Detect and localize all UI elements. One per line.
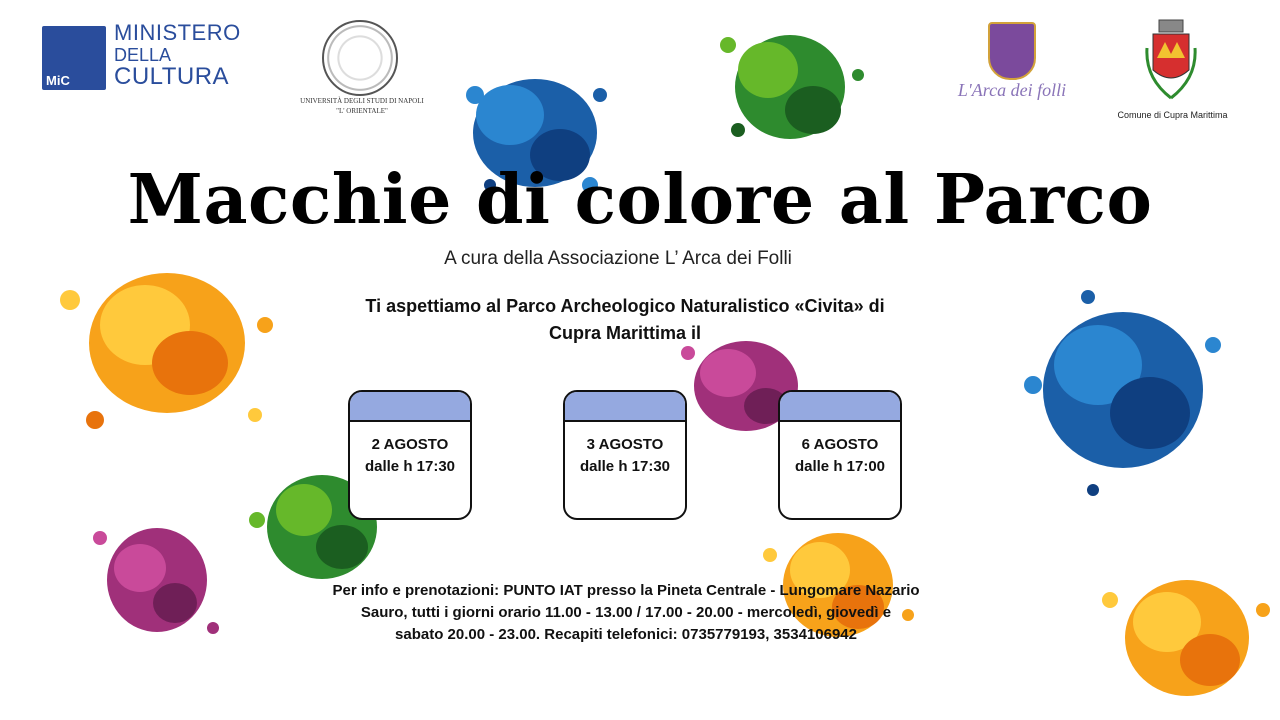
date-hour: dalle h 17:30 <box>579 458 671 475</box>
info-line1: Per info e prenotazioni: PUNTO IAT presso la Pineta Centrale - Lungomare Nazario <box>332 582 920 599</box>
date-hour: dalle h 17:30 <box>364 458 456 475</box>
date-card-1 <box>348 390 472 520</box>
event-subtitle: A cura della Associazione L’ Arca dei Folli <box>444 248 792 269</box>
orange-splat-left <box>55 245 280 440</box>
cupra-marittima-logo <box>1105 14 1240 124</box>
ministry-line1: MINISTERO <box>114 20 241 45</box>
invite-line2: Cupra Marittima il <box>548 323 702 343</box>
date-hour: dalle h 17:00 <box>794 458 886 475</box>
calendar-cap <box>565 392 685 422</box>
info-line3: sabato 20.00 - 23.00. Recapiti telefonici: 0735779193, 3534106942 <box>395 626 857 643</box>
calendar-cap <box>350 392 470 422</box>
university-name: UNIVERSITÀ DEGLI STUDI DI NAPOLI <box>300 97 424 105</box>
date-day: 3 AGOSTO <box>586 436 664 453</box>
green-splat-top <box>708 15 873 155</box>
university-subname: "L' ORIENTALE" <box>336 107 388 115</box>
arca-name: L'Arca dei folli <box>957 80 1067 100</box>
invite-text <box>300 293 950 347</box>
mic-badge: MiC <box>42 26 106 90</box>
ministry-of-culture-logo <box>42 22 252 98</box>
invite-line1: Ti aspettiamo al Parco Archeologico Naturalistico «Civita» di <box>365 296 885 316</box>
orange-splat-bottom-right <box>1095 560 1275 710</box>
university-seal-icon <box>322 20 398 96</box>
cupra-name: Comune di Cupra Marittima <box>1117 110 1228 120</box>
ministry-line2: DELLA <box>114 45 172 65</box>
university-logo <box>282 20 442 125</box>
arca-dei-folli-logo <box>942 18 1082 108</box>
ministry-line3: CULTURA <box>114 63 230 90</box>
date-card-2 <box>563 390 687 520</box>
cupra-crest-icon <box>1145 18 1197 102</box>
info-text <box>300 580 952 646</box>
date-day: 2 AGOSTO <box>371 436 449 453</box>
blue-splat-right <box>1018 285 1228 500</box>
magenta-splat-bottom-left <box>85 508 225 653</box>
info-line2: Sauro, tutti i giorni orario 11.00 - 13.00 / 17.00 - 20.00 - mercoledì, giovedì e <box>360 604 892 621</box>
arca-shield-icon <box>988 22 1036 80</box>
calendar-cap <box>780 392 900 422</box>
date-day: 6 AGOSTO <box>801 436 879 453</box>
date-card-3 <box>778 390 902 520</box>
event-title: Macchie di colore al Parco <box>127 160 1153 240</box>
